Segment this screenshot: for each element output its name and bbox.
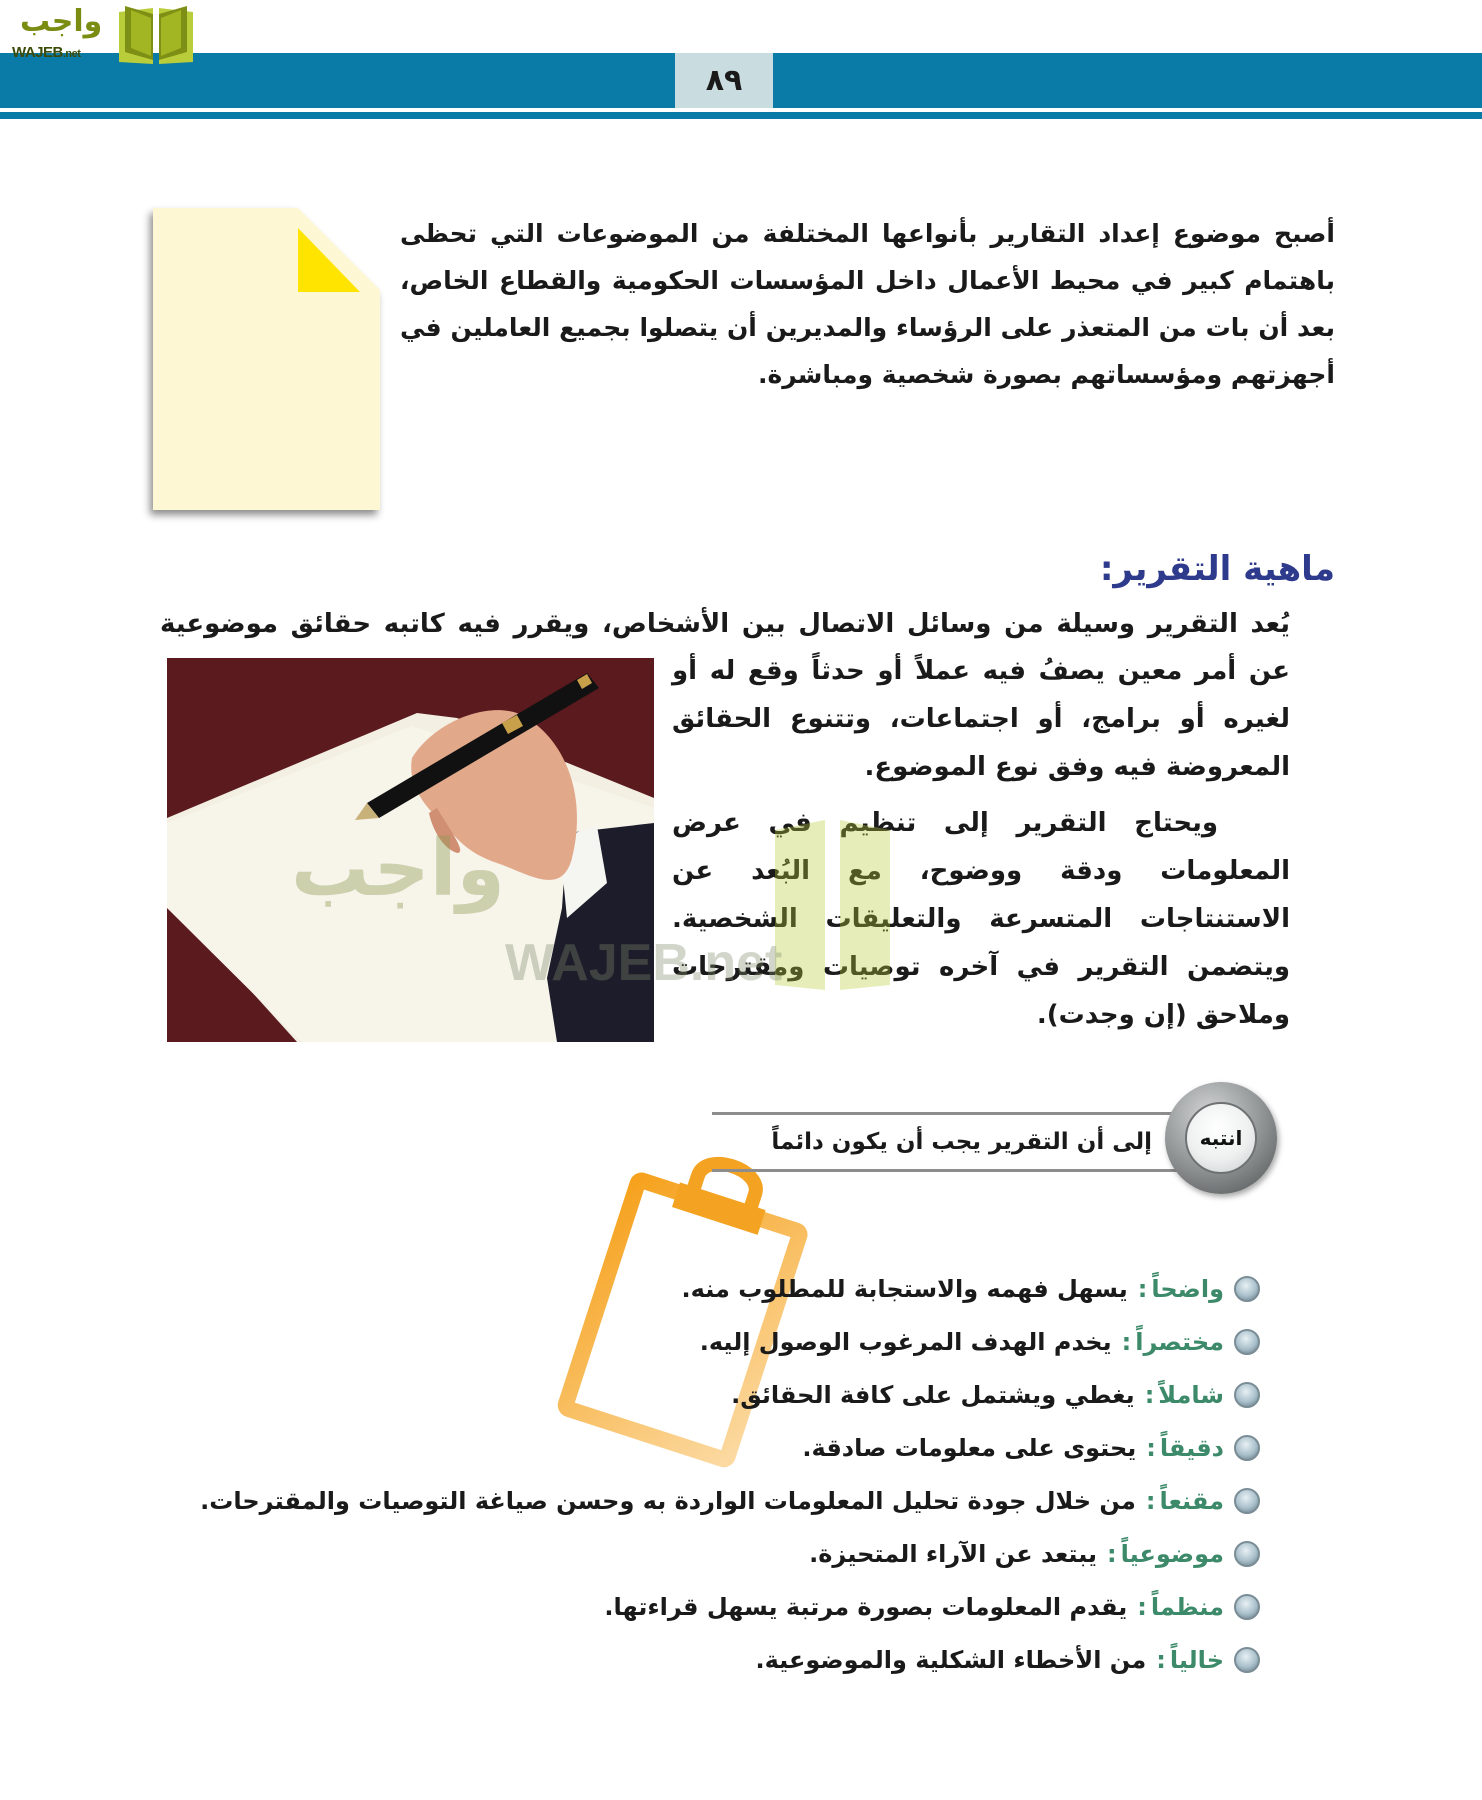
list-item [200, 1262, 1260, 1315]
bullet-circle-icon [1234, 1276, 1260, 1302]
separator: : [1145, 1486, 1156, 1515]
separator: : [1121, 1327, 1132, 1356]
report-qualities-list [200, 1262, 1260, 1686]
writing-hand-illustration [167, 658, 654, 1042]
bullet-circle-icon [1234, 1382, 1260, 1408]
definition-first-line: يُعد التقرير وسيلة من وسائل الاتصال بين الأشخاص، ويقرر فيه كاتبه حقائق موضوعية [160, 609, 1290, 639]
open-book-icon [115, 4, 197, 66]
logo-latin-text: WAJEB.net [12, 44, 81, 61]
bullet-circle-icon [1234, 1647, 1260, 1673]
quality-term: منظماً [1150, 1592, 1224, 1621]
bullet-circle-icon [1234, 1488, 1260, 1514]
attention-badge [1165, 1082, 1277, 1194]
list-item [200, 1315, 1260, 1368]
separator: : [1146, 1433, 1156, 1462]
quality-term: موضوعياً [1120, 1539, 1224, 1568]
quality-description: يقدم المعلومات بصورة مرتبة يسهل قراءتها. [604, 1592, 1128, 1621]
list-item [200, 1527, 1260, 1580]
intro-paragraph: أصبح موضوع إعداد التقارير بأنواعها المختلفة من الموضوعات التي تحظى باهتمام كبير في محيط الأعمال داخل المؤسسات الحكومية والقطاع الخاص، بعد أن بات من المتعذر على الرؤساء والمديرين أن يتصلوا بجميع العاملين في أجهزتهم ومؤسساتهم بصورة شخصية ومباشرة. [400, 219, 1335, 389]
bullet-circle-icon [1234, 1329, 1260, 1355]
list-item [200, 1368, 1260, 1421]
quality-description: من الأخطاء الشكلية والموضوعية. [755, 1645, 1147, 1674]
quality-description: من خلال جودة تحليل المعلومات الواردة به وحسن صياغة التوصيات والمقترحات. [200, 1486, 1136, 1515]
svg-text:واجب: واجب [290, 824, 505, 914]
bullet-circle-icon [1234, 1594, 1260, 1620]
quality-description: يغطي ويشتمل على كافة الحقائق. [731, 1380, 1135, 1409]
bullet-circle-icon [1234, 1435, 1260, 1461]
quality-term: دقيقاً [1159, 1433, 1224, 1462]
writing-hand-photo [167, 658, 654, 1042]
page-number: ٨٩ [675, 53, 773, 108]
quality-term: مقنعاً [1159, 1486, 1224, 1515]
definition-continuation: عن أمر معين يصفُ فيه عملاً أو حدثاً وقع له أو لغيره أو برامج، أو اجتماعات، وتتنوع الحقائق المعروضة فيه وفق نوع الموضوع. [672, 656, 1290, 782]
list-item [200, 1633, 1260, 1686]
svg-text:WAJEB.net: WAJEB.net [505, 934, 783, 992]
attention-text: إلى أن التقرير يجب أن يكون دائماً [771, 1129, 1152, 1155]
logo-arabic-text: واجب [20, 4, 103, 39]
definition-body [672, 647, 1290, 1039]
list-item [200, 1474, 1260, 1527]
list-item [200, 1421, 1260, 1474]
separator: : [1107, 1539, 1117, 1568]
section-title: ماهية التقرير: [1099, 549, 1335, 589]
quality-description: يسهل فهمه والاستجابة للمطلوب منه. [681, 1274, 1128, 1303]
separator: : [1137, 1592, 1147, 1621]
quality-term: واضحاً [1151, 1274, 1224, 1303]
quality-description: يبتعد عن الآراء المتحيزة. [809, 1539, 1098, 1568]
quality-description: يحتوى على معلومات صادقة. [802, 1433, 1137, 1462]
bullet-circle-icon [1234, 1541, 1260, 1567]
header-rule [0, 112, 1482, 119]
quality-description: يخدم الهدف المرغوب الوصول إليه. [699, 1327, 1112, 1356]
note-paper-icon [150, 205, 385, 515]
separator: : [1144, 1380, 1155, 1409]
separator: : [1137, 1274, 1148, 1303]
quality-term: شاملاً [1158, 1380, 1224, 1409]
organization-paragraph: ويحتاج التقرير إلى تنظيم في عرض المعلومات ودقة ووضوح، مع البُعد عن الاستنتاجات المتسرعة والتعليقات الشخصية. ويتضمن التقرير في آخره توصيات ومقترحات وملاحق (إن وجدت). [672, 808, 1290, 1030]
attention-badge-label: انتبه [1185, 1102, 1257, 1174]
site-logo[interactable] [10, 4, 190, 66]
quality-term: مختصراً [1135, 1327, 1224, 1356]
quality-term: خالياً [1169, 1645, 1224, 1674]
separator: : [1156, 1645, 1166, 1674]
list-item [200, 1580, 1260, 1633]
